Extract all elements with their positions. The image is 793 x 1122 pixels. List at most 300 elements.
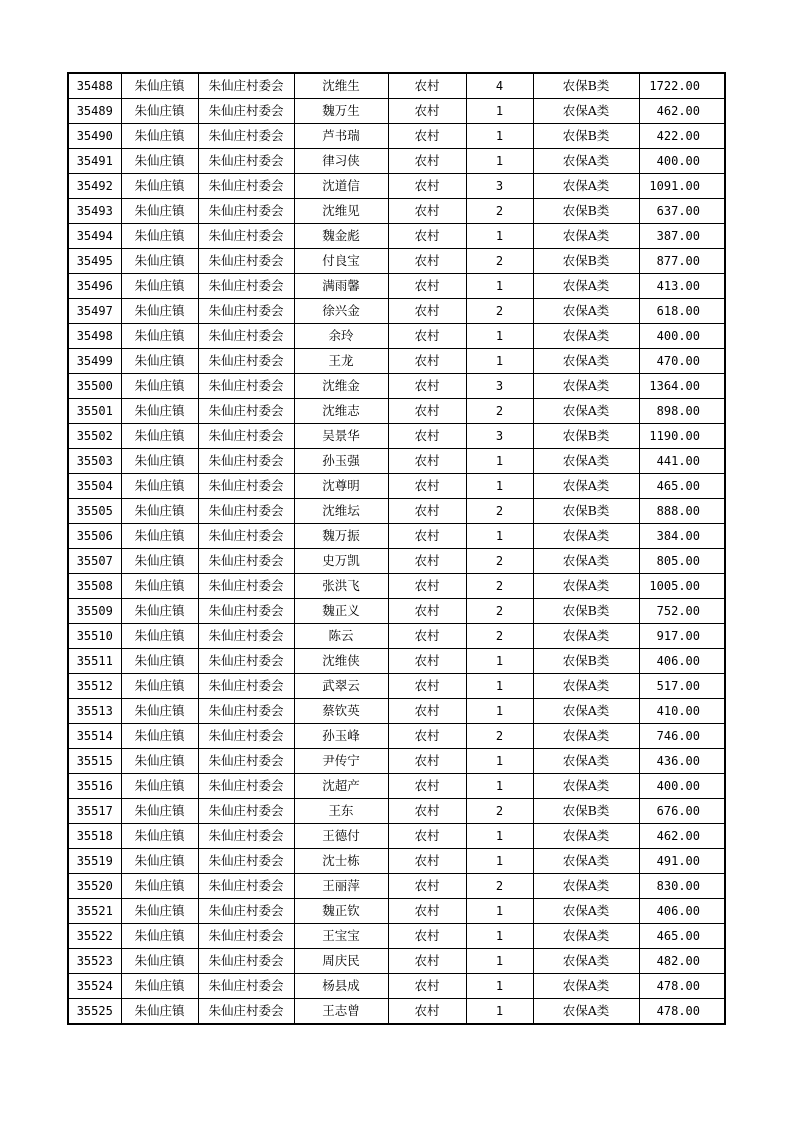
table-row	[68, 149, 725, 174]
table-row	[68, 249, 725, 274]
record-id-cell: 35519	[68, 849, 121, 874]
record-id-cell: 35523	[68, 949, 121, 974]
village-committee-cell: 朱仙庄村委会	[198, 774, 294, 799]
amount-cell: 830.00	[639, 874, 725, 899]
village-committee-cell: 朱仙庄村委会	[198, 949, 294, 974]
insurance-category-cell: 农保B类	[533, 599, 639, 624]
village-committee-cell: 朱仙庄村委会	[198, 974, 294, 999]
village-committee-cell: 朱仙庄村委会	[198, 424, 294, 449]
record-id-cell: 35510	[68, 624, 121, 649]
area-type-cell: 农村	[388, 424, 466, 449]
record-id-cell: 35521	[68, 899, 121, 924]
insurance-category-cell: 农保B类	[533, 124, 639, 149]
town-cell: 朱仙庄镇	[121, 474, 198, 499]
table-row	[68, 99, 725, 124]
household-count-cell: 2	[466, 574, 533, 599]
village-committee-cell: 朱仙庄村委会	[198, 824, 294, 849]
household-count-cell: 1	[466, 474, 533, 499]
record-id-cell: 35501	[68, 399, 121, 424]
amount-cell: 805.00	[639, 549, 725, 574]
insurance-category-cell: 农保A类	[533, 724, 639, 749]
village-committee-cell: 朱仙庄村委会	[198, 799, 294, 824]
record-id-cell: 35489	[68, 99, 121, 124]
amount-cell: 384.00	[639, 524, 725, 549]
village-committee-cell: 朱仙庄村委会	[198, 574, 294, 599]
insurance-category-cell: 农保B类	[533, 649, 639, 674]
household-count-cell: 1	[466, 699, 533, 724]
amount-cell: 470.00	[639, 349, 725, 374]
town-cell: 朱仙庄镇	[121, 73, 198, 99]
amount-cell: 877.00	[639, 249, 725, 274]
name-cell: 满雨馨	[294, 274, 388, 299]
name-cell: 孙玉峰	[294, 724, 388, 749]
household-count-cell: 1	[466, 949, 533, 974]
record-id-cell: 35513	[68, 699, 121, 724]
name-cell: 吴景华	[294, 424, 388, 449]
village-committee-cell: 朱仙庄村委会	[198, 549, 294, 574]
amount-cell: 478.00	[639, 999, 725, 1025]
name-cell: 魏正义	[294, 599, 388, 624]
benefit-table	[67, 72, 726, 1025]
name-cell: 沈超产	[294, 774, 388, 799]
village-committee-cell: 朱仙庄村委会	[198, 624, 294, 649]
town-cell: 朱仙庄镇	[121, 699, 198, 724]
table-row	[68, 599, 725, 624]
insurance-category-cell: 农保A类	[533, 99, 639, 124]
record-id-cell: 35500	[68, 374, 121, 399]
area-type-cell: 农村	[388, 874, 466, 899]
area-type-cell: 农村	[388, 849, 466, 874]
record-id-cell: 35515	[68, 749, 121, 774]
name-cell: 王志曾	[294, 999, 388, 1025]
amount-cell: 618.00	[639, 299, 725, 324]
record-id-cell: 35507	[68, 549, 121, 574]
name-cell: 律习侠	[294, 149, 388, 174]
table-row	[68, 499, 725, 524]
insurance-category-cell: 农保A类	[533, 149, 639, 174]
town-cell: 朱仙庄镇	[121, 224, 198, 249]
record-id-cell: 35509	[68, 599, 121, 624]
village-committee-cell: 朱仙庄村委会	[198, 599, 294, 624]
insurance-category-cell: 农保A类	[533, 749, 639, 774]
area-type-cell: 农村	[388, 824, 466, 849]
town-cell: 朱仙庄镇	[121, 324, 198, 349]
village-committee-cell: 朱仙庄村委会	[198, 399, 294, 424]
name-cell: 杨县成	[294, 974, 388, 999]
amount-cell: 478.00	[639, 974, 725, 999]
table-row	[68, 849, 725, 874]
town-cell: 朱仙庄镇	[121, 949, 198, 974]
insurance-category-cell: 农保A类	[533, 874, 639, 899]
amount-cell: 491.00	[639, 849, 725, 874]
record-id-cell: 35506	[68, 524, 121, 549]
name-cell: 沈士栋	[294, 849, 388, 874]
name-cell: 沈尊明	[294, 474, 388, 499]
amount-cell: 406.00	[639, 649, 725, 674]
insurance-category-cell: 农保A类	[533, 449, 639, 474]
area-type-cell: 农村	[388, 449, 466, 474]
area-type-cell: 农村	[388, 499, 466, 524]
name-cell: 魏万振	[294, 524, 388, 549]
insurance-category-cell: 农保A类	[533, 549, 639, 574]
village-committee-cell: 朱仙庄村委会	[198, 149, 294, 174]
amount-cell: 406.00	[639, 899, 725, 924]
household-count-cell: 2	[466, 799, 533, 824]
town-cell: 朱仙庄镇	[121, 249, 198, 274]
town-cell: 朱仙庄镇	[121, 149, 198, 174]
table-body	[68, 73, 725, 1024]
table-row	[68, 324, 725, 349]
record-id-cell: 35498	[68, 324, 121, 349]
table-row	[68, 749, 725, 774]
area-type-cell: 农村	[388, 174, 466, 199]
name-cell: 张洪飞	[294, 574, 388, 599]
household-count-cell: 1	[466, 649, 533, 674]
area-type-cell: 农村	[388, 774, 466, 799]
insurance-category-cell: 农保B类	[533, 249, 639, 274]
area-type-cell: 农村	[388, 924, 466, 949]
village-committee-cell: 朱仙庄村委会	[198, 99, 294, 124]
insurance-category-cell: 农保A类	[533, 899, 639, 924]
village-committee-cell: 朱仙庄村委会	[198, 274, 294, 299]
name-cell: 魏金彪	[294, 224, 388, 249]
household-count-cell: 1	[466, 999, 533, 1025]
household-count-cell: 1	[466, 824, 533, 849]
town-cell: 朱仙庄镇	[121, 499, 198, 524]
household-count-cell: 2	[466, 299, 533, 324]
village-committee-cell: 朱仙庄村委会	[198, 849, 294, 874]
table-row	[68, 649, 725, 674]
insurance-category-cell: 农保A类	[533, 299, 639, 324]
household-count-cell: 2	[466, 399, 533, 424]
household-count-cell: 2	[466, 249, 533, 274]
area-type-cell: 农村	[388, 124, 466, 149]
town-cell: 朱仙庄镇	[121, 974, 198, 999]
table-row	[68, 699, 725, 724]
record-id-cell: 35516	[68, 774, 121, 799]
village-committee-cell: 朱仙庄村委会	[198, 699, 294, 724]
village-committee-cell: 朱仙庄村委会	[198, 999, 294, 1025]
area-type-cell: 农村	[388, 199, 466, 224]
town-cell: 朱仙庄镇	[121, 849, 198, 874]
insurance-category-cell: 农保A类	[533, 774, 639, 799]
area-type-cell: 农村	[388, 149, 466, 174]
town-cell: 朱仙庄镇	[121, 774, 198, 799]
amount-cell: 413.00	[639, 274, 725, 299]
amount-cell: 400.00	[639, 324, 725, 349]
amount-cell: 387.00	[639, 224, 725, 249]
record-id-cell: 35518	[68, 824, 121, 849]
table-row	[68, 374, 725, 399]
amount-cell: 462.00	[639, 99, 725, 124]
table-row	[68, 949, 725, 974]
record-id-cell: 35511	[68, 649, 121, 674]
name-cell: 王龙	[294, 349, 388, 374]
insurance-category-cell: 农保A类	[533, 374, 639, 399]
table-row	[68, 874, 725, 899]
table-row	[68, 974, 725, 999]
town-cell: 朱仙庄镇	[121, 649, 198, 674]
town-cell: 朱仙庄镇	[121, 99, 198, 124]
area-type-cell: 农村	[388, 574, 466, 599]
village-committee-cell: 朱仙庄村委会	[198, 174, 294, 199]
insurance-category-cell: 农保A类	[533, 974, 639, 999]
town-cell: 朱仙庄镇	[121, 799, 198, 824]
town-cell: 朱仙庄镇	[121, 574, 198, 599]
record-id-cell: 35522	[68, 924, 121, 949]
area-type-cell: 农村	[388, 649, 466, 674]
household-count-cell: 1	[466, 324, 533, 349]
town-cell: 朱仙庄镇	[121, 349, 198, 374]
amount-cell: 517.00	[639, 674, 725, 699]
town-cell: 朱仙庄镇	[121, 399, 198, 424]
name-cell: 陈云	[294, 624, 388, 649]
insurance-category-cell: 农保B类	[533, 73, 639, 99]
household-count-cell: 2	[466, 874, 533, 899]
household-count-cell: 1	[466, 349, 533, 374]
area-type-cell: 农村	[388, 799, 466, 824]
household-count-cell: 2	[466, 549, 533, 574]
name-cell: 沈维生	[294, 73, 388, 99]
name-cell: 魏正钦	[294, 899, 388, 924]
table-row	[68, 774, 725, 799]
area-type-cell: 农村	[388, 599, 466, 624]
amount-cell: 462.00	[639, 824, 725, 849]
insurance-category-cell: 农保A类	[533, 674, 639, 699]
record-id-cell: 35520	[68, 874, 121, 899]
village-committee-cell: 朱仙庄村委会	[198, 499, 294, 524]
area-type-cell: 农村	[388, 749, 466, 774]
amount-cell: 917.00	[639, 624, 725, 649]
name-cell: 沈维见	[294, 199, 388, 224]
area-type-cell: 农村	[388, 999, 466, 1025]
insurance-category-cell: 农保B类	[533, 199, 639, 224]
amount-cell: 1364.00	[639, 374, 725, 399]
town-cell: 朱仙庄镇	[121, 274, 198, 299]
household-count-cell: 1	[466, 99, 533, 124]
record-id-cell: 35494	[68, 224, 121, 249]
town-cell: 朱仙庄镇	[121, 824, 198, 849]
table-row	[68, 724, 725, 749]
insurance-category-cell: 农保A类	[533, 999, 639, 1025]
village-committee-cell: 朱仙庄村委会	[198, 649, 294, 674]
table-row	[68, 574, 725, 599]
area-type-cell: 农村	[388, 899, 466, 924]
village-committee-cell: 朱仙庄村委会	[198, 299, 294, 324]
table-row	[68, 199, 725, 224]
household-count-cell: 1	[466, 149, 533, 174]
name-cell: 付良宝	[294, 249, 388, 274]
insurance-category-cell: 农保A类	[533, 474, 639, 499]
insurance-category-cell: 农保B类	[533, 424, 639, 449]
area-type-cell: 农村	[388, 674, 466, 699]
amount-cell: 410.00	[639, 699, 725, 724]
insurance-category-cell: 农保A类	[533, 274, 639, 299]
insurance-category-cell: 农保A类	[533, 824, 639, 849]
town-cell: 朱仙庄镇	[121, 749, 198, 774]
area-type-cell: 农村	[388, 474, 466, 499]
table-row	[68, 424, 725, 449]
amount-cell: 888.00	[639, 499, 725, 524]
household-count-cell: 2	[466, 599, 533, 624]
area-type-cell: 农村	[388, 324, 466, 349]
household-count-cell: 1	[466, 849, 533, 874]
village-committee-cell: 朱仙庄村委会	[198, 249, 294, 274]
village-committee-cell: 朱仙庄村委会	[198, 724, 294, 749]
name-cell: 芦书瑞	[294, 124, 388, 149]
record-id-cell: 35525	[68, 999, 121, 1025]
area-type-cell: 农村	[388, 974, 466, 999]
insurance-category-cell: 农保B类	[533, 799, 639, 824]
table-row	[68, 349, 725, 374]
town-cell: 朱仙庄镇	[121, 524, 198, 549]
name-cell: 尹传宁	[294, 749, 388, 774]
amount-cell: 1091.00	[639, 174, 725, 199]
area-type-cell: 农村	[388, 724, 466, 749]
insurance-category-cell: 农保A类	[533, 524, 639, 549]
name-cell: 沈维坛	[294, 499, 388, 524]
area-type-cell: 农村	[388, 624, 466, 649]
table-row	[68, 299, 725, 324]
amount-cell: 1722.00	[639, 73, 725, 99]
area-type-cell: 农村	[388, 699, 466, 724]
household-count-cell: 3	[466, 424, 533, 449]
insurance-category-cell: 农保A类	[533, 849, 639, 874]
record-id-cell: 35499	[68, 349, 121, 374]
town-cell: 朱仙庄镇	[121, 674, 198, 699]
amount-cell: 400.00	[639, 774, 725, 799]
household-count-cell: 1	[466, 449, 533, 474]
amount-cell: 436.00	[639, 749, 725, 774]
name-cell: 王德付	[294, 824, 388, 849]
village-committee-cell: 朱仙庄村委会	[198, 199, 294, 224]
town-cell: 朱仙庄镇	[121, 449, 198, 474]
record-id-cell: 35503	[68, 449, 121, 474]
name-cell: 徐兴金	[294, 299, 388, 324]
table-row	[68, 799, 725, 824]
amount-cell: 746.00	[639, 724, 725, 749]
area-type-cell: 农村	[388, 549, 466, 574]
village-committee-cell: 朱仙庄村委会	[198, 73, 294, 99]
table-row	[68, 124, 725, 149]
town-cell: 朱仙庄镇	[121, 599, 198, 624]
area-type-cell: 农村	[388, 299, 466, 324]
household-count-cell: 1	[466, 524, 533, 549]
amount-cell: 441.00	[639, 449, 725, 474]
area-type-cell: 农村	[388, 399, 466, 424]
record-id-cell: 35514	[68, 724, 121, 749]
area-type-cell: 农村	[388, 99, 466, 124]
village-committee-cell: 朱仙庄村委会	[198, 349, 294, 374]
village-committee-cell: 朱仙庄村委会	[198, 124, 294, 149]
table-row	[68, 174, 725, 199]
insurance-category-cell: 农保A类	[533, 349, 639, 374]
record-id-cell: 35492	[68, 174, 121, 199]
household-count-cell: 2	[466, 199, 533, 224]
insurance-category-cell: 农保A类	[533, 624, 639, 649]
table-row	[68, 399, 725, 424]
amount-cell: 1190.00	[639, 424, 725, 449]
table-row	[68, 474, 725, 499]
household-count-cell: 3	[466, 374, 533, 399]
household-count-cell: 1	[466, 124, 533, 149]
town-cell: 朱仙庄镇	[121, 424, 198, 449]
household-count-cell: 1	[466, 774, 533, 799]
table-row	[68, 624, 725, 649]
table-row	[68, 449, 725, 474]
insurance-category-cell: 农保A类	[533, 699, 639, 724]
table-row	[68, 549, 725, 574]
area-type-cell: 农村	[388, 949, 466, 974]
village-committee-cell: 朱仙庄村委会	[198, 674, 294, 699]
record-id-cell: 35504	[68, 474, 121, 499]
household-count-cell: 1	[466, 974, 533, 999]
village-committee-cell: 朱仙庄村委会	[198, 449, 294, 474]
insurance-category-cell: 农保A类	[533, 399, 639, 424]
name-cell: 武翠云	[294, 674, 388, 699]
amount-cell: 465.00	[639, 474, 725, 499]
household-count-cell: 1	[466, 749, 533, 774]
name-cell: 沈道信	[294, 174, 388, 199]
name-cell: 余玲	[294, 324, 388, 349]
village-committee-cell: 朱仙庄村委会	[198, 924, 294, 949]
amount-cell: 637.00	[639, 199, 725, 224]
town-cell: 朱仙庄镇	[121, 999, 198, 1025]
table-row	[68, 999, 725, 1025]
household-count-cell: 1	[466, 924, 533, 949]
table-row	[68, 924, 725, 949]
amount-cell: 676.00	[639, 799, 725, 824]
household-count-cell: 2	[466, 624, 533, 649]
area-type-cell: 农村	[388, 73, 466, 99]
name-cell: 蔡钦英	[294, 699, 388, 724]
insurance-category-cell: 农保A类	[533, 924, 639, 949]
village-committee-cell: 朱仙庄村委会	[198, 899, 294, 924]
town-cell: 朱仙庄镇	[121, 124, 198, 149]
village-committee-cell: 朱仙庄村委会	[198, 224, 294, 249]
table-row	[68, 899, 725, 924]
name-cell: 史万凯	[294, 549, 388, 574]
record-id-cell: 35490	[68, 124, 121, 149]
area-type-cell: 农村	[388, 224, 466, 249]
table-row	[68, 73, 725, 99]
town-cell: 朱仙庄镇	[121, 624, 198, 649]
name-cell: 王丽萍	[294, 874, 388, 899]
insurance-category-cell: 农保A类	[533, 324, 639, 349]
insurance-category-cell: 农保B类	[533, 499, 639, 524]
town-cell: 朱仙庄镇	[121, 924, 198, 949]
insurance-category-cell: 农保A类	[533, 174, 639, 199]
table-row	[68, 524, 725, 549]
record-id-cell: 35496	[68, 274, 121, 299]
record-id-cell: 35524	[68, 974, 121, 999]
village-committee-cell: 朱仙庄村委会	[198, 324, 294, 349]
area-type-cell: 农村	[388, 274, 466, 299]
town-cell: 朱仙庄镇	[121, 874, 198, 899]
town-cell: 朱仙庄镇	[121, 549, 198, 574]
table-row	[68, 824, 725, 849]
town-cell: 朱仙庄镇	[121, 174, 198, 199]
insurance-category-cell: 农保A类	[533, 949, 639, 974]
name-cell: 沈维侠	[294, 649, 388, 674]
area-type-cell: 农村	[388, 249, 466, 274]
household-count-cell: 1	[466, 899, 533, 924]
insurance-category-cell: 农保A类	[533, 574, 639, 599]
town-cell: 朱仙庄镇	[121, 374, 198, 399]
name-cell: 魏万生	[294, 99, 388, 124]
amount-cell: 1005.00	[639, 574, 725, 599]
record-id-cell: 35491	[68, 149, 121, 174]
